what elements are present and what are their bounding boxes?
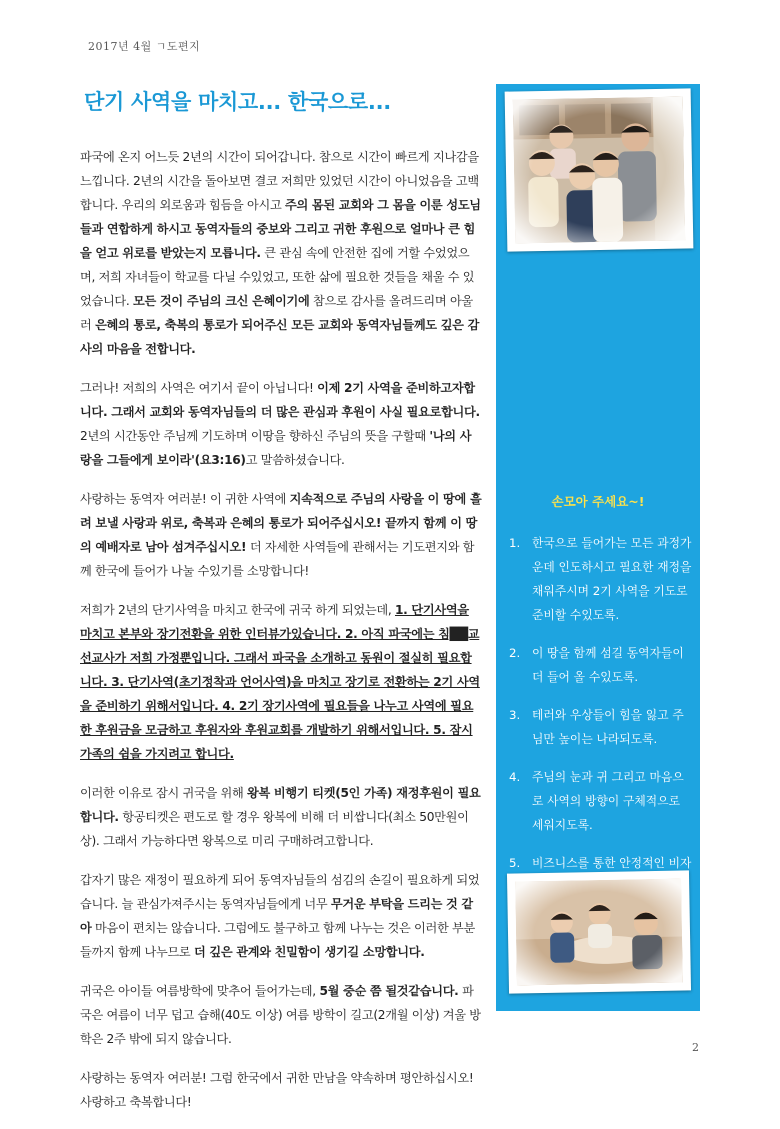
prayer-item-text: 주님의 눈과 귀 그리고 마음으로 사역의 방향이 구체적으로 세워지도록. bbox=[532, 770, 684, 832]
emphasized-text: 은혜의 통로, 축복의 통로가 되어주신 모든 교회와 동역자님들께도 깊은 감사의 마음을 전합니다. bbox=[80, 318, 480, 356]
body-paragraph bbox=[80, 979, 482, 1051]
kids-photo-image bbox=[515, 879, 683, 986]
letter-body bbox=[80, 145, 482, 1129]
emphasized-text: 더 깊은 관계와 친밀함이 생기길 소망합니다. bbox=[193, 945, 425, 959]
prayer-item-number: 1. bbox=[509, 536, 521, 550]
paragraph-text: 고 말씀하셨습니다. bbox=[245, 453, 345, 467]
paragraph-text: 마음이 편치는 않습니다. 그럼에도 불구하고 함께 나누는 것은 이러한 부분들까지 함께 나누므로 bbox=[80, 921, 475, 959]
prayer-heading: 손모아 주세요~! bbox=[551, 494, 645, 509]
emphasized-text: '나의 사랑을 그들에게 보이라'(요3:16) bbox=[80, 429, 472, 467]
paragraph-text: 사랑하는 동역자 여러분! 이 귀한 사역에 bbox=[80, 492, 290, 506]
body-paragraph bbox=[80, 868, 482, 964]
emphasized-text: 모든 것이 주님의 크신 은혜이기에 bbox=[133, 294, 310, 308]
paragraph-text: 그러나! 저희의 사역은 여기서 끝이 아닙니다! bbox=[80, 381, 318, 395]
prayer-list bbox=[502, 531, 694, 913]
page-number: 2 bbox=[692, 1041, 699, 1054]
emphasized-text: 왕복 비행기 티켓(5인 가족) 재정후원이 필요합니다. bbox=[80, 786, 481, 824]
letter-header: 2017년 4월 ㄱ도편지 bbox=[88, 40, 201, 53]
prayer-item bbox=[502, 641, 694, 689]
emphasized-text: 지속적으로 주님의 사랑을 이 땅에 흘려 보낼 사랑과 위로, 축복과 은혜의 통로가 되어주십시오! 끝까지 함께 이 땅의 예배자로 남아 섬겨주십시오! bbox=[80, 492, 482, 554]
prayer-item bbox=[502, 531, 694, 627]
emphasized-text: 5월 중순 쯤 될것같습니다. bbox=[319, 984, 459, 998]
paragraph-text: 파국은 여름이 너무 덥고 습해(40도 이상) 여름 방학이 길고(2개월 이상) 겨울 방학은 2주 밖에 되지 않습니다. bbox=[80, 984, 481, 1046]
prayer-item-number: 2. bbox=[509, 646, 521, 660]
prayer-item bbox=[502, 765, 694, 837]
emphasized-text: 주의 몸된 교회와 그 몸을 이룬 성도님들과 연합하게 하시고 동역자들의 중보와 그리고 귀한 후원으로 얼마나 큰 힘을 얻고 위로를 받았는지 모릅니다. bbox=[80, 198, 481, 260]
emphasized-text: 무거운 부탁을 드리는 것 같아 bbox=[80, 897, 473, 935]
paragraph-text: 저희가 2년의 단기사역을 마치고 한국에 귀국 하게 되었는데, bbox=[80, 603, 395, 617]
body-paragraph bbox=[80, 487, 482, 583]
family-photo-illustration bbox=[513, 97, 685, 244]
body-paragraph bbox=[80, 598, 482, 766]
paragraph-text: 2년의 시간동안 주님께 기도하며 이땅을 향하신 주님의 뜻을 구할때 bbox=[80, 429, 430, 443]
prayer-item-number: 4. bbox=[509, 770, 521, 784]
paragraph-text: 이러한 이유로 잠시 귀국을 위해 bbox=[80, 786, 248, 800]
prayer-item-text: 테러와 우상들이 힘을 잃고 주님만 높이는 나라되도록. bbox=[532, 708, 684, 746]
paragraph-text: 사랑하는 동역자 여러분! 그럼 한국에서 귀한 만남을 약속하며 평안하십시오! 사랑하고 축복합니다! bbox=[80, 1071, 474, 1109]
prayer-item-text: 이 땅을 함께 섬길 동역자들이 더 들어 올 수있도록. bbox=[532, 646, 684, 684]
family-photo bbox=[505, 88, 694, 251]
prayer-item-text: 비즈니스를 통한 안정적인 비자 bbox=[532, 856, 692, 870]
kids-photo bbox=[507, 870, 691, 993]
kids-photo-illustration bbox=[515, 879, 683, 986]
body-paragraph bbox=[80, 781, 482, 853]
emphasized-text: 이제 2기 사역을 준비하고자합니다. 그래서 교회와 동역자님들의 더 많은 관심과 후원이 사실 필요로합니다. bbox=[80, 381, 480, 419]
body-paragraph bbox=[80, 145, 482, 361]
paragraph-text: 큰 관심 속에 안전한 집에 거할 수었었으며, 저희 자녀들이 학교를 다닐 수있었고, 또한 삶에 필요한 것들을 채울 수 있었습니다. bbox=[80, 246, 475, 308]
body-paragraph bbox=[80, 1066, 482, 1114]
paragraph-text: 귀국은 아이들 여름방학에 맞추어 들어가는데, bbox=[80, 984, 320, 998]
prayer-item-text: 한국으로 들어가는 모든 과정가운데 인도하시고 필요한 재정을 채워주시며 2기 사역을 기도로 준비할 수있도록. bbox=[532, 536, 692, 622]
emphasized-text: 1. 단기사역을 마치고 본부와 장기전환을 위한 인터뷰가있습니다. 2. 아직 파국에는 침██교 선교사가 저희 가정뿐입니다. 그래서 파국을 소개하고 동원이 절실히 필요합니다. 3. 단기사역(초기정착과 언어사역)을 마치고 장기로 전환하는 2기 사역을 준비하기 위해서입니다. 4. 2기 장기사역에 필요들을 나누고 사역에 필요한 후원금을 모금하고 후원자와 후원교회를 개발하기 위해서입니다. 5. 잠시 가족의 쉼을 가지려고 합니다. bbox=[80, 603, 480, 761]
prayer-item bbox=[502, 703, 694, 751]
paragraph-text: 파국에 온지 어느듯 2년의 시간이 되어갑니다. 참으로 시간이 빠르게 지나감을 느낍니다. 2년의 시간을 돌아보면 결코 저희만 있었던 시간이 아니었음을 고백합니다. 우리의 외로움과 힘듬을 아시고 bbox=[80, 150, 479, 212]
paragraph-text: 참으로 감사를 올려드리며 아울러 bbox=[80, 294, 473, 332]
prayer-item-number: 5. bbox=[509, 856, 521, 870]
page-title: 단기 사역을 마치고... 한국으로... bbox=[84, 90, 391, 114]
paragraph-text: 항공티켓은 편도로 할 경우 왕복에 비해 더 비쌉니다(최소 50만원이상). 그래서 가능하다면 왕복으로 미리 구매하려고합니다. bbox=[80, 810, 469, 848]
body-paragraph bbox=[80, 376, 482, 472]
paragraph-text: 갑자기 많은 재정이 필요하게 되어 동역자님들의 섬김의 손길이 필요하게 되었습니다. 늘 관심가져주시는 동역자님들에게 너무 bbox=[80, 873, 480, 911]
prayer-sidebar bbox=[496, 84, 700, 1011]
paragraph-text: 더 자세한 사역들에 관해서는 기도편지와 함께 한국에 들어가 나눌 수있기를 소망합니다! bbox=[80, 540, 475, 578]
family-photo-image bbox=[513, 97, 685, 244]
prayer-item-number: 3. bbox=[509, 708, 521, 722]
